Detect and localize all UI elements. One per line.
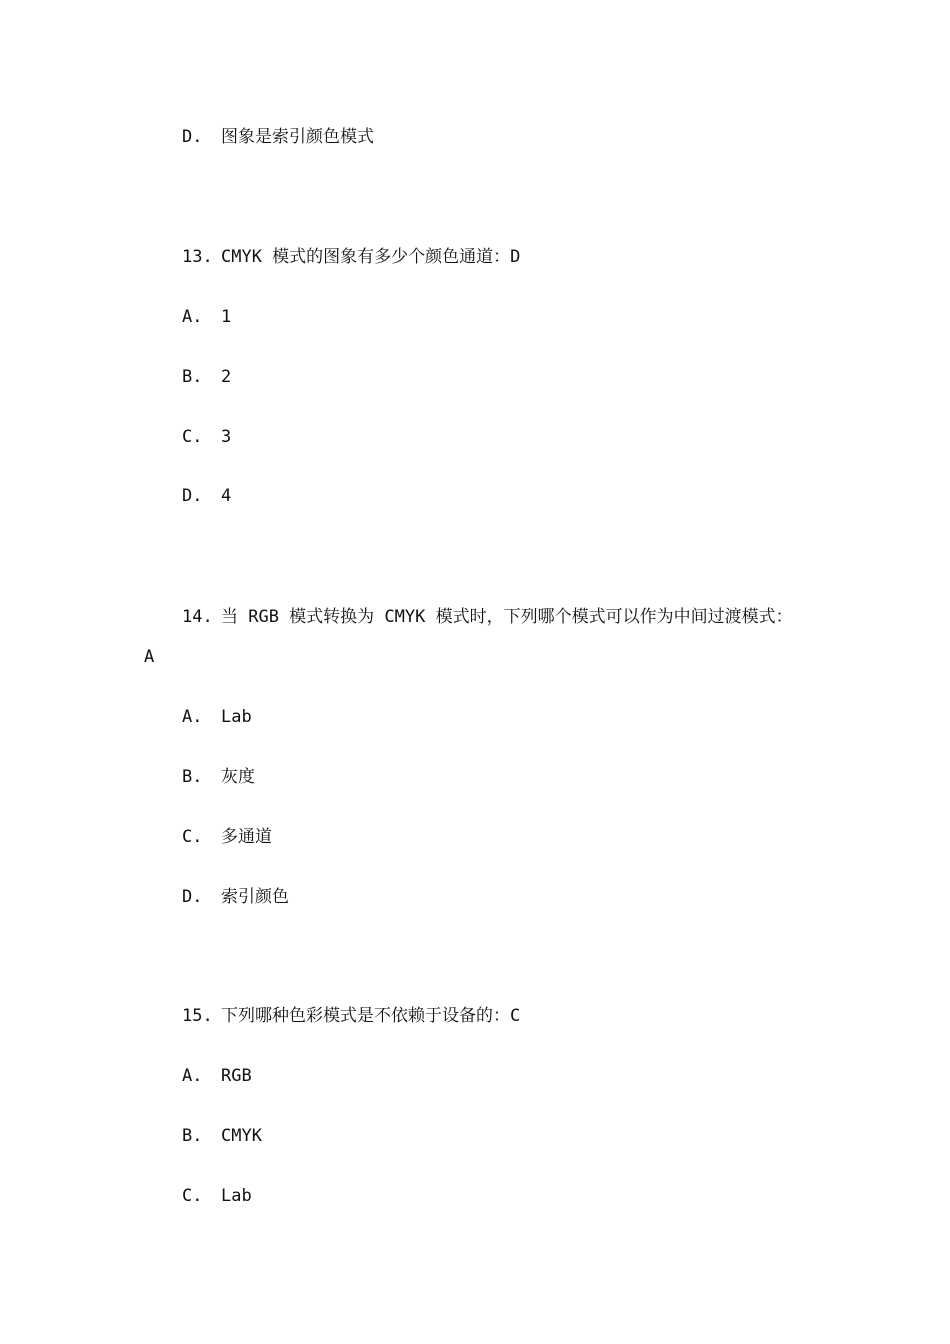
q14-option-d xyxy=(182,886,289,908)
option-text: 2 xyxy=(221,367,232,387)
option-letter: B. xyxy=(182,1126,203,1146)
option-text: 1 xyxy=(221,307,232,327)
option-text: 4 xyxy=(221,486,232,506)
option-letter: B. xyxy=(182,767,203,787)
option-text: 索引颜色 xyxy=(221,887,289,907)
question-14-stem-continuation xyxy=(144,646,154,668)
q14-option-b xyxy=(182,766,255,788)
option-text: 灰度 xyxy=(221,767,255,787)
option-text: 图象是索引颜色模式 xyxy=(221,127,374,147)
q15-option-a xyxy=(182,1065,252,1087)
question-15-stem xyxy=(182,1005,520,1027)
question-answer: A xyxy=(144,647,155,667)
q13-option-a xyxy=(182,306,231,328)
option-letter: C. xyxy=(182,1186,203,1206)
question-number: 14. xyxy=(182,607,213,627)
option-letter: D. xyxy=(182,486,203,506)
option-text: Lab xyxy=(221,1186,252,1206)
option-letter: C. xyxy=(182,827,203,847)
option-letter: C. xyxy=(182,427,203,447)
question-13-stem xyxy=(182,246,520,268)
option-letter: A. xyxy=(182,307,203,327)
q15-option-c xyxy=(182,1185,252,1207)
option-text: 多通道 xyxy=(221,827,272,847)
q13-option-b xyxy=(182,366,231,388)
question-number: 15. xyxy=(182,1006,213,1026)
option-d xyxy=(182,126,374,148)
question-text: 当 RGB 模式转换为 CMYK 模式时，下列哪个模式可以作为中间过渡模式： xyxy=(221,607,793,627)
option-text: Lab xyxy=(221,707,252,727)
option-letter: D. xyxy=(182,127,203,147)
q14-option-a xyxy=(182,706,252,728)
q13-option-d xyxy=(182,485,231,507)
option-text: CMYK xyxy=(221,1126,262,1146)
option-text: 3 xyxy=(221,427,232,447)
question-text: 下列哪种色彩模式是不依赖于设备的：C xyxy=(221,1006,521,1026)
question-text: CMYK 模式的图象有多少个颜色通道：D xyxy=(221,247,521,267)
option-letter: B. xyxy=(182,367,203,387)
question-number: 13. xyxy=(182,247,213,267)
option-text: RGB xyxy=(221,1066,252,1086)
q13-option-c xyxy=(182,426,231,448)
question-14-stem xyxy=(182,606,793,628)
option-letter: A. xyxy=(182,707,203,727)
q15-option-b xyxy=(182,1125,262,1147)
option-letter: A. xyxy=(182,1066,203,1086)
q14-option-c xyxy=(182,826,272,848)
option-letter: D. xyxy=(182,887,203,907)
